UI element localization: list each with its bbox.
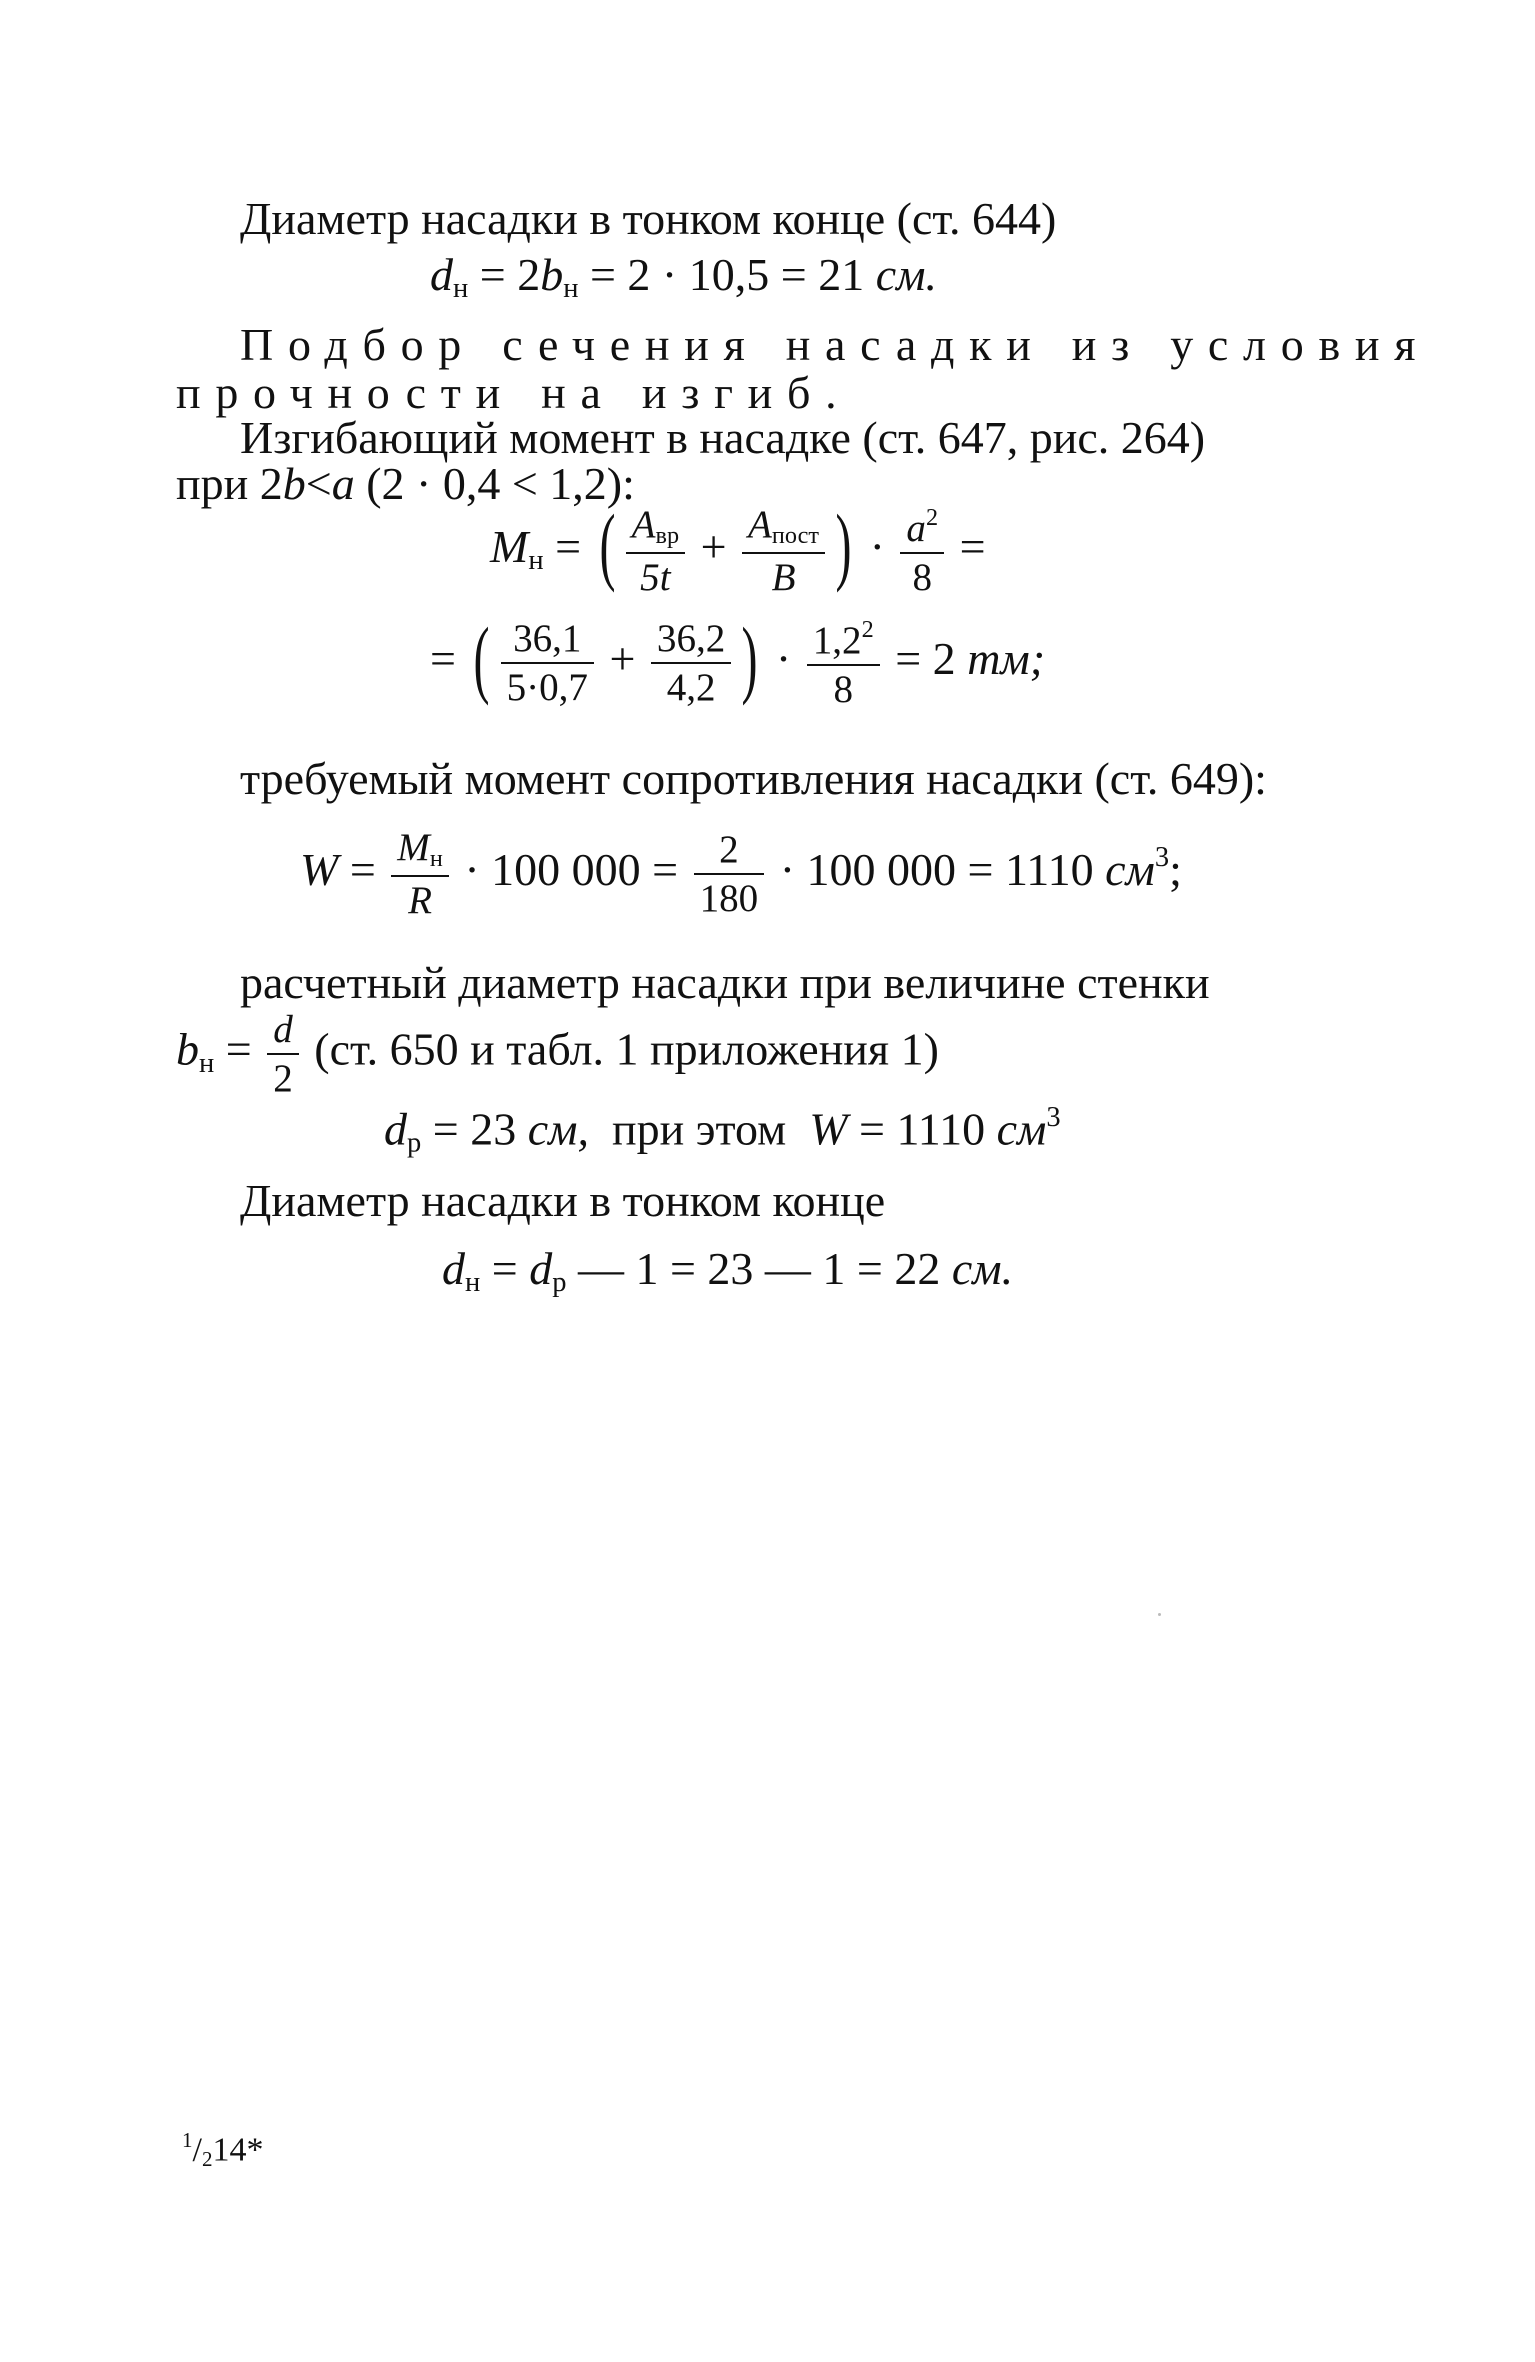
math-text: + — [689, 520, 739, 572]
math-text: · 100 000 = — [452, 843, 690, 895]
formula-dp — [384, 1104, 1061, 1158]
text: при этом — [589, 1103, 810, 1155]
subscript: пост — [771, 522, 819, 550]
math-text: = — [480, 1243, 530, 1294]
formula-dn-final — [442, 1243, 1014, 1299]
math-text: ; — [1169, 843, 1182, 895]
unit: см, — [527, 1103, 589, 1155]
subscript: н — [528, 544, 544, 576]
subscript: н — [199, 1047, 215, 1079]
math-symbol: A — [748, 503, 772, 546]
text-line: Диаметр насадки в тонком конце — [240, 1175, 886, 1226]
superscript: 1 — [182, 2128, 193, 2152]
right-paren: ) — [741, 608, 758, 706]
text: при 2 — [176, 458, 283, 509]
unit: см. — [951, 1243, 1014, 1294]
math-symbol: a — [906, 506, 926, 550]
math-text: < — [305, 458, 332, 509]
denominator: 5·0,7 — [501, 662, 594, 707]
math-text: = 2 — [883, 633, 968, 685]
numerator: 1,2 — [812, 618, 862, 662]
math-text: = 1110 — [847, 1103, 997, 1155]
denominator: B — [742, 552, 825, 597]
fraction — [651, 617, 731, 710]
math-symbol: b — [282, 458, 306, 509]
formula-dn — [430, 249, 937, 305]
text-line: Диаметр насадки в тонком конце (ст. 644) — [240, 193, 1057, 244]
formula-moment — [490, 496, 986, 600]
unit: см — [996, 1103, 1047, 1155]
math-text: · 100 000 = 1110 — [768, 843, 1106, 895]
numerator: d — [273, 1008, 293, 1051]
denominator: 8 — [807, 664, 880, 709]
subscript: н — [429, 845, 443, 873]
text: (2 · 0,4 < 1,2): — [354, 458, 635, 509]
math-symbol: d — [430, 249, 453, 300]
math-symbol: M — [490, 520, 529, 572]
fraction — [742, 503, 825, 600]
section-heading: прочности на изгиб. — [176, 367, 852, 418]
denominator: 2 — [267, 1053, 299, 1098]
math-symbol: d — [529, 1243, 553, 1294]
slash: / — [192, 2131, 202, 2169]
denominator: 180 — [694, 873, 765, 918]
numerator: 36,1 — [513, 617, 582, 661]
unit: см. — [875, 249, 937, 300]
math-symbol: d — [442, 1243, 465, 1294]
denominator: 8 — [900, 552, 944, 597]
math-symbol: W — [300, 843, 339, 895]
math-text: · — [764, 633, 803, 685]
numerator: 2 — [719, 828, 739, 872]
subscript: н — [563, 273, 579, 305]
fraction — [807, 618, 880, 709]
math-symbol: a — [331, 458, 355, 509]
paper-speck — [1158, 1613, 1161, 1616]
denominator: 4,2 — [651, 662, 731, 707]
fraction — [626, 503, 685, 600]
unit: тм; — [967, 633, 1046, 685]
formula-moment-values — [430, 608, 1046, 711]
math-text: = — [338, 843, 388, 895]
text-line: требуемый момент сопротивления насадки (ст. 649): — [240, 753, 1267, 804]
math-text: = — [948, 520, 986, 572]
math-symbol: A — [631, 503, 656, 546]
superscript: 2 — [925, 503, 939, 531]
subscript: р — [407, 1127, 422, 1159]
math-text: = — [430, 633, 468, 685]
text: (ст. 650 и табл. 1 приложения 1) — [302, 1023, 939, 1075]
superscript: 2 — [861, 616, 874, 643]
math-text: · — [858, 520, 897, 572]
page-signature — [182, 2130, 264, 2170]
math-symbol: b — [540, 249, 564, 300]
right-paren: ) — [835, 496, 852, 594]
math-text: = 2 · 10,5 = 21 — [578, 249, 876, 300]
math-text: = 2 — [468, 249, 541, 300]
subscript: 2 — [202, 2146, 213, 2171]
math-symbol: d — [384, 1103, 407, 1155]
text-line — [176, 458, 635, 509]
fraction — [267, 1008, 299, 1101]
numerator: 36,2 — [656, 617, 726, 661]
denominator: R — [391, 875, 449, 920]
formula-w — [300, 826, 1182, 923]
superscript: 3 — [1046, 1102, 1061, 1133]
math-text: + — [597, 633, 647, 685]
text-line: расчетный диаметр насадки при величине стенки — [240, 957, 1210, 1008]
fraction — [900, 503, 944, 599]
fraction — [391, 826, 449, 923]
math-text: — 1 = 23 — 1 = 22 — [566, 1243, 952, 1294]
text-line — [176, 1008, 939, 1101]
denominator: 5t — [626, 552, 685, 597]
math-text: = 23 — [421, 1103, 528, 1155]
subscript: н — [465, 1267, 481, 1299]
text-line: Изгибающий момент в насадке (ст. 647, рис. 264) — [240, 412, 1206, 463]
left-paren: ( — [599, 496, 616, 594]
unit: см — [1105, 843, 1155, 895]
subscript: н — [453, 273, 469, 305]
subscript: вр — [655, 522, 680, 550]
left-paren: ( — [474, 608, 491, 706]
fraction — [501, 617, 594, 710]
subscript: р — [552, 1267, 567, 1299]
math-text: = — [543, 520, 593, 572]
math-symbol: M — [397, 826, 430, 869]
section-heading: Подбор сечения насадки из условия — [240, 319, 1431, 370]
fraction — [694, 828, 765, 921]
math-symbol: b — [176, 1023, 199, 1075]
signature-text: 14* — [212, 2131, 264, 2169]
math-symbol: W — [809, 1103, 848, 1155]
math-text: = — [214, 1023, 264, 1075]
superscript: 3 — [1154, 842, 1170, 874]
